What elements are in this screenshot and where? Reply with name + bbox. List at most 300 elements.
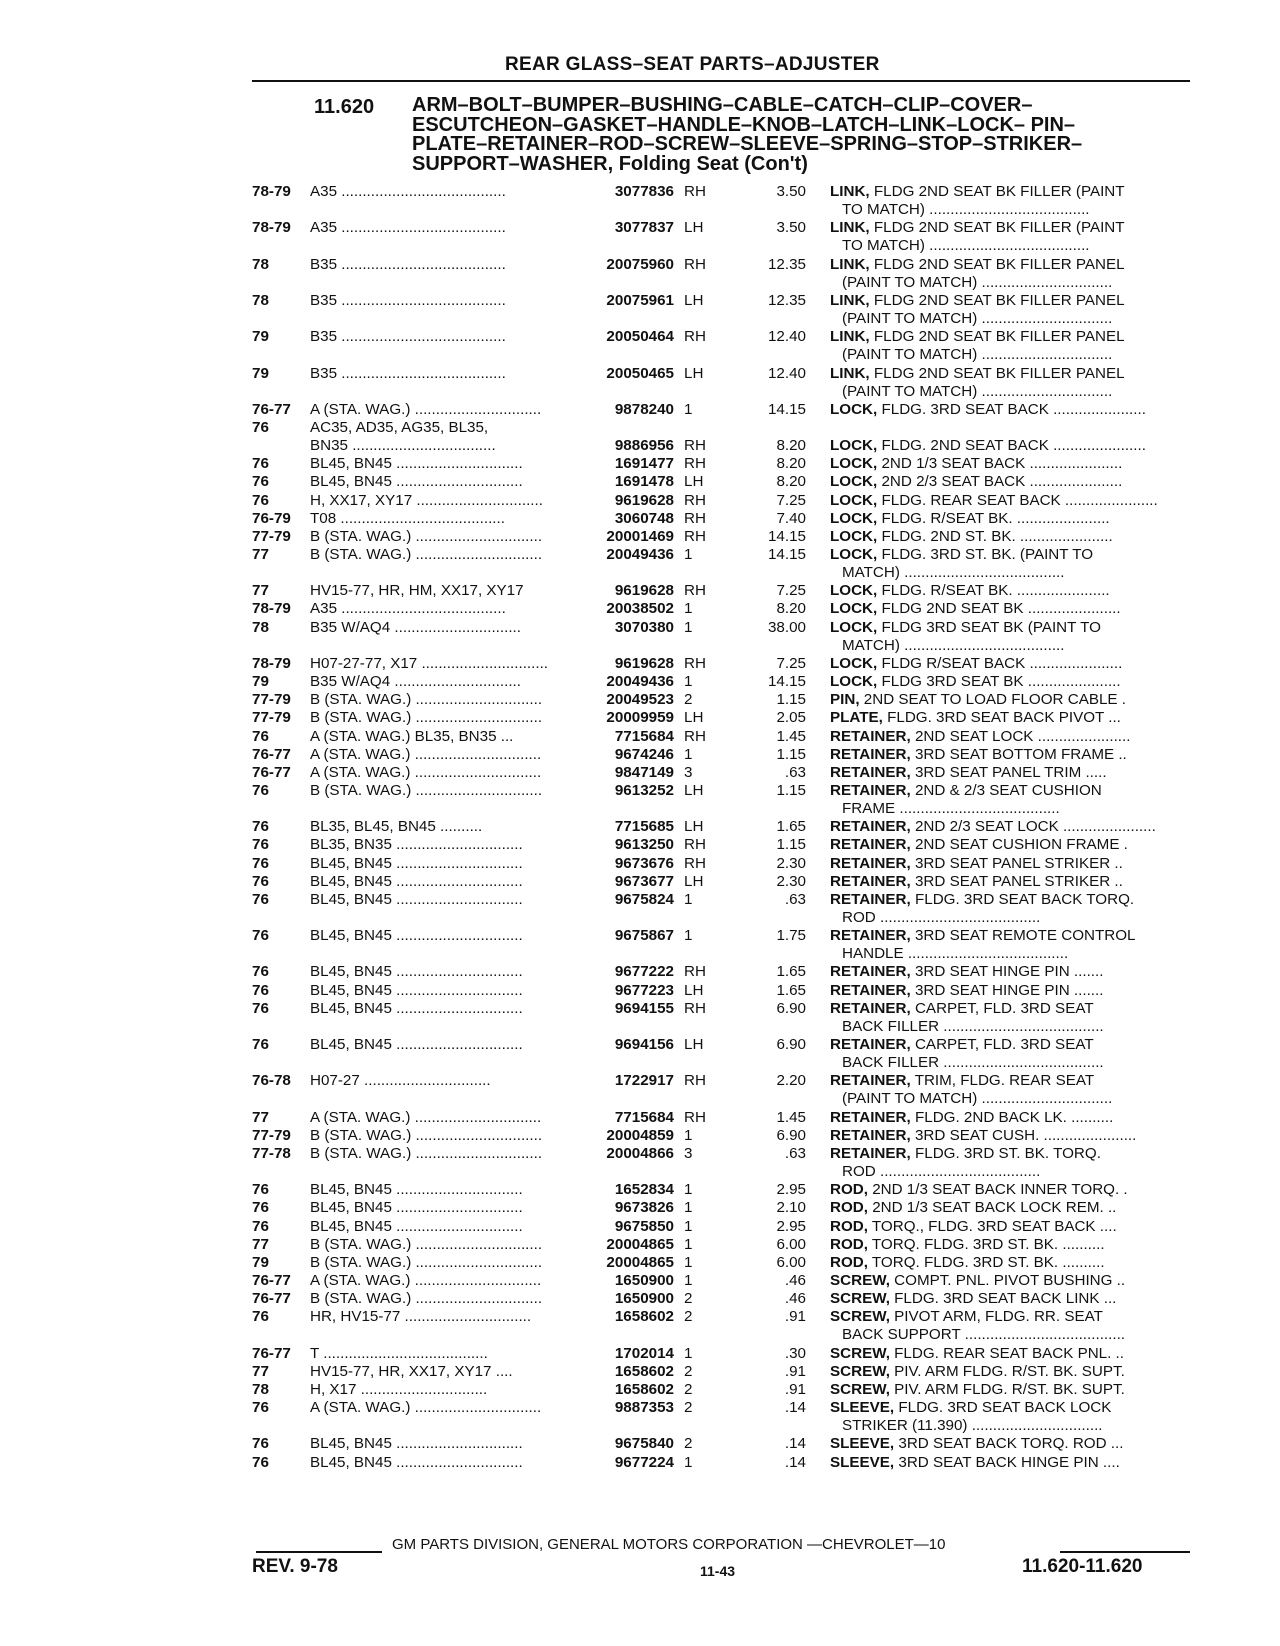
model-cell: BL45, BN45 .............................. [310, 1453, 523, 1471]
quantity-cell: RH [684, 437, 706, 455]
part-name: SLEEVE, [830, 1435, 895, 1453]
model-cell: B35 ....................................... [310, 291, 506, 309]
part-number-cell: 20050464 [606, 328, 674, 346]
year-cell: 76 [252, 927, 269, 945]
part-number-cell: 20038502 [606, 600, 674, 618]
description-cell [830, 256, 1192, 274]
model-cell: BL45, BN45 .............................. [310, 927, 523, 945]
quantity-cell: LH [684, 872, 704, 890]
year-cell: 76 [252, 890, 269, 908]
description-cell [830, 1254, 1192, 1272]
part-number-cell: 1691478 [614, 473, 674, 491]
model-cell: BL45, BN45 .............................. [310, 455, 523, 473]
description-cell [830, 1308, 1192, 1326]
year-cell: 79 [252, 364, 269, 382]
part-number-cell: 1650900 [614, 1290, 674, 1308]
quantity-cell: 1 [684, 1199, 693, 1217]
description-text: 3RD SEAT PANEL TRIM ..... [914, 763, 1107, 781]
year-cell: 76 [252, 963, 269, 981]
description-text: PIV. ARM FLDG. R/ST. BK. SUPT. [894, 1380, 1125, 1398]
part-number-cell: 1658602 [614, 1380, 674, 1398]
year-cell: 76 [252, 491, 269, 509]
description-continuation: (PAINT TO MATCH) ............................... [842, 273, 1113, 291]
quantity-cell: LH [684, 781, 704, 799]
part-name: LOCK, [830, 491, 878, 509]
description-cell [830, 728, 1192, 746]
model-cell: BL45, BN45 .............................. [310, 963, 523, 981]
description-text: 2ND 1/3 SEAT BACK LOCK REM. .. [872, 1199, 1117, 1217]
part-name: LINK, [830, 364, 870, 382]
description-cell [830, 1109, 1192, 1127]
part-name: PLATE, [830, 709, 883, 727]
description-text: FLDG. REAR SEAT BACK PNL. .. [894, 1344, 1124, 1362]
quantity-cell: 2 [684, 691, 693, 709]
quantity-cell: RH [684, 509, 706, 527]
description-text: 3RD SEAT PANEL STRIKER .. [914, 872, 1123, 890]
part-number-cell: 20004866 [606, 1144, 674, 1162]
price-cell: 7.25 [776, 582, 806, 600]
description-text: 2ND 2/3 SEAT LOCK ...................... [914, 818, 1156, 836]
year-cell: 76-79 [252, 509, 291, 527]
part-name: ROD, [830, 1199, 868, 1217]
model-cell: H, X17 .............................. [310, 1380, 488, 1398]
year-cell: 76-77 [252, 1344, 291, 1362]
year-cell: 76 [252, 981, 269, 999]
description-text: 3RD SEAT CUSH. ...................... [914, 1126, 1137, 1144]
year-cell: 78 [252, 255, 269, 273]
price-cell: 6.00 [776, 1253, 806, 1271]
description-cell [830, 455, 1192, 473]
year-cell: 77-79 [252, 1126, 291, 1144]
model-cell: B (STA. WAG.) .............................. [310, 691, 543, 709]
model-cell: B35 W/AQ4 .............................. [310, 618, 521, 636]
price-cell: 7.25 [776, 654, 806, 672]
part-number-cell: 20009959 [606, 709, 674, 727]
price-cell: 6.90 [776, 1126, 806, 1144]
price-cell: 6.00 [776, 1235, 806, 1253]
model-cell: A (STA. WAG.) BL35, BN35 ... [310, 727, 514, 745]
model-cell: T08 ....................................... [310, 509, 505, 527]
model-cell: B (STA. WAG.) .............................. [310, 527, 543, 545]
price-cell: 1.15 [776, 691, 806, 709]
year-cell: 76-77 [252, 745, 291, 763]
model-cell: T ....................................... [310, 1344, 488, 1362]
description-cell [830, 328, 1192, 346]
part-number-cell: 9613250 [614, 836, 674, 854]
model-cell: B (STA. WAG.) .............................. [310, 781, 543, 799]
year-cell: 77 [252, 1108, 269, 1126]
description-cell [830, 1363, 1192, 1381]
description-cell [830, 873, 1192, 891]
price-cell: 2.95 [776, 1217, 806, 1235]
quantity-cell: RH [684, 999, 706, 1017]
part-name: PIN, [830, 691, 860, 709]
part-name: LINK, [830, 219, 870, 237]
description-cell [830, 1435, 1192, 1453]
part-name: RETAINER, [830, 781, 911, 799]
description-continuation: (PAINT TO MATCH) ............................... [842, 309, 1113, 327]
price-cell: 2.05 [776, 709, 806, 727]
page-header-title: REAR GLASS–SEAT PARTS–ADJUSTER [505, 54, 880, 75]
part-name: RETAINER, [830, 818, 911, 836]
part-number-cell: 9847149 [614, 763, 674, 781]
price-cell: .30 [784, 1344, 806, 1362]
description-cell [830, 782, 1192, 800]
description-cell [830, 855, 1192, 873]
quantity-cell: 1 [684, 546, 693, 563]
price-cell: 2.20 [776, 1072, 806, 1090]
part-name: RETAINER, [830, 1144, 911, 1162]
part-name: ROD, [830, 1217, 868, 1235]
description-text: FLDG. 3RD SEAT BACK PIVOT ... [887, 709, 1121, 727]
model-cell: BL45, BN45 .............................. [310, 1435, 523, 1453]
year-cell: 76 [252, 1181, 269, 1199]
part-number-cell: 9675840 [614, 1435, 674, 1453]
part-name: SCREW, [830, 1272, 890, 1289]
part-name: SLEEVE, [830, 1399, 895, 1417]
model-cell: B (STA. WAG.) .............................. [310, 1290, 543, 1308]
description-cell [830, 1199, 1192, 1217]
model-cell: A35 ....................................... [310, 219, 506, 237]
year-cell: 77-79 [252, 709, 291, 727]
price-cell: .91 [784, 1380, 806, 1398]
model-cell: BL45, BN45 .............................. [310, 1199, 523, 1217]
description-cell [830, 1272, 1192, 1290]
part-name: LOCK, [830, 473, 878, 491]
part-name: LOCK, [830, 509, 878, 527]
price-cell: 14.15 [767, 546, 806, 563]
model-cell: B35 ....................................... [310, 328, 506, 346]
description-continuation: (PAINT TO MATCH) ............................... [842, 1090, 1113, 1108]
part-name: RETAINER, [830, 1108, 911, 1126]
quantity-cell: RH [684, 183, 706, 200]
quantity-cell: 2 [684, 1399, 693, 1417]
part-number-cell: 20004859 [606, 1126, 674, 1144]
year-cell: 78 [252, 618, 269, 636]
description-text: PIV. ARM FLDG. R/ST. BK. SUPT. [894, 1362, 1125, 1380]
part-name: RETAINER, [830, 763, 911, 781]
quantity-cell: 2 [684, 1380, 693, 1398]
description-cell [830, 365, 1192, 383]
part-number-cell: 9619628 [614, 491, 674, 509]
quantity-cell: RH [684, 1108, 706, 1126]
price-cell: 2.30 [776, 872, 806, 890]
quantity-cell: 1 [684, 890, 693, 908]
description-cell [830, 836, 1192, 854]
description-continuation: STRIKER (11.390) ............................... [842, 1417, 1103, 1435]
part-name: RETAINER, [830, 981, 911, 999]
price-cell: .91 [784, 1362, 806, 1380]
description-continuation: (PAINT TO MATCH) ............................... [842, 382, 1113, 400]
part-number-cell: 9673826 [614, 1199, 674, 1217]
year-cell: 78 [252, 1380, 269, 1398]
quantity-cell: LH [684, 219, 704, 237]
model-cell: A (STA. WAG.) .............................. [310, 1108, 542, 1126]
part-name: LOCK, [830, 527, 878, 545]
part-number-cell: 3077837 [614, 219, 674, 237]
year-cell: 76-77 [252, 1272, 291, 1289]
year-cell: 76 [252, 727, 269, 745]
price-cell: 12.35 [767, 255, 806, 273]
description-cell [830, 219, 1192, 237]
part-number-cell: 9675850 [614, 1217, 674, 1235]
part-name: SCREW, [830, 1344, 890, 1362]
description-text: FLDG. 3RD SEAT BACK LINK ... [894, 1290, 1117, 1308]
part-number-cell: 3060748 [614, 509, 674, 527]
price-cell: 7.25 [776, 491, 806, 509]
model-cell: HV15-77, HR, XX17, XY17 .... [310, 1362, 513, 1380]
price-cell: .63 [784, 763, 806, 781]
description-cell [830, 655, 1192, 673]
model-cell: A (STA. WAG.) .............................. [310, 1399, 542, 1417]
year-cell: 77-78 [252, 1144, 291, 1162]
description-cell [830, 473, 1192, 491]
model-cell: B (STA. WAG.) .............................. [310, 546, 543, 563]
model-cell: BL45, BN45 .............................. [310, 890, 523, 908]
description-cell [830, 437, 1192, 455]
quantity-cell: 2 [684, 1290, 693, 1308]
description-text: 2ND SEAT LOCK ...................... [914, 727, 1131, 745]
quantity-cell: LH [684, 709, 704, 727]
part-number-cell: 20075960 [606, 255, 674, 273]
year-cell: 76 [252, 781, 269, 799]
part-name: ROD, [830, 1235, 868, 1253]
price-cell: 1.45 [776, 727, 806, 745]
description-continuation: HANDLE ...................................... [842, 945, 1069, 963]
year-cell: 76 [252, 999, 269, 1017]
price-cell: .63 [784, 890, 806, 908]
page-number: 11-43 [700, 1563, 736, 1579]
part-name: LOCK, [830, 618, 878, 636]
model-cell: AC35, AD35, AG35, BL35, [310, 418, 489, 436]
quantity-cell: 1 [684, 618, 693, 636]
year-cell: 77-79 [252, 691, 291, 709]
quantity-cell: RH [684, 255, 706, 273]
part-number-cell: 3070380 [614, 618, 674, 636]
price-cell: 1.65 [776, 963, 806, 981]
quantity-cell: RH [684, 328, 706, 346]
part-name: RETAINER, [830, 999, 911, 1017]
part-number-cell: 20075961 [606, 291, 674, 309]
model-cell: A (STA. WAG.) .............................. [310, 745, 542, 763]
description-text: FLDG 3RD SEAT BK ...................... [881, 673, 1121, 691]
year-cell: 76 [252, 1308, 269, 1326]
description-cell [830, 1145, 1192, 1163]
part-name: ROD, [830, 1253, 868, 1271]
price-cell: .63 [784, 1144, 806, 1162]
part-number-cell: 20050465 [606, 364, 674, 382]
model-cell: H07-27 .............................. [310, 1072, 491, 1090]
part-name: LOCK, [830, 400, 878, 418]
quantity-cell: RH [684, 854, 706, 872]
part-number-cell: 9694155 [614, 999, 674, 1017]
part-number-cell: 9677223 [614, 981, 674, 999]
description-text: FLDG 3RD SEAT BK (PAINT TO [881, 618, 1101, 636]
description-text: FLDG. REAR SEAT BACK ...................... [881, 491, 1158, 509]
description-cell [830, 1381, 1192, 1399]
description-text: FLDG. 3RD ST. BK. (PAINT TO [881, 546, 1094, 563]
part-name: RETAINER, [830, 927, 911, 945]
year-cell: 76 [252, 836, 269, 854]
description-cell [830, 818, 1192, 836]
quantity-cell: 1 [684, 400, 693, 418]
quantity-cell: RH [684, 727, 706, 745]
quantity-cell: 2 [684, 1308, 693, 1326]
description-cell [830, 1127, 1192, 1145]
part-number-cell: 9878240 [614, 400, 674, 418]
model-cell: B (STA. WAG.) .............................. [310, 1126, 543, 1144]
year-cell: 76 [252, 1453, 269, 1471]
description-cell [830, 963, 1192, 981]
part-name: RETAINER, [830, 1072, 911, 1090]
description-text: FLDG 2ND SEAT BK FILLER PANEL [873, 364, 1125, 382]
price-cell: 1.15 [776, 745, 806, 763]
part-number-cell: 1658602 [614, 1362, 674, 1380]
part-name: RETAINER, [830, 745, 911, 763]
part-number-cell: 9673676 [614, 854, 674, 872]
description-continuation: ROD ...................................... [842, 1162, 1041, 1180]
part-number-cell: 9886956 [614, 437, 674, 455]
description-cell [830, 1236, 1192, 1254]
description-cell [830, 764, 1192, 782]
description-cell [830, 510, 1192, 528]
description-text: 2ND SEAT TO LOAD FLOOR CABLE . [863, 691, 1126, 709]
year-cell: 76 [252, 854, 269, 872]
quantity-cell: 1 [684, 1235, 693, 1253]
part-number-cell: 1652834 [614, 1181, 674, 1199]
part-number-cell: 1702014 [614, 1344, 674, 1362]
part-number-cell: 9613252 [614, 781, 674, 799]
part-name: RETAINER, [830, 890, 911, 908]
part-name: LOCK, [830, 546, 878, 563]
description-cell [830, 292, 1192, 310]
part-name: LOCK, [830, 455, 878, 473]
model-cell: BL45, BN45 .............................. [310, 981, 523, 999]
quantity-cell: 1 [684, 1344, 693, 1362]
model-cell: A35 ....................................... [310, 600, 506, 618]
quantity-cell: RH [684, 654, 706, 672]
part-number-cell: 20049436 [606, 546, 674, 563]
part-number-cell: 3077836 [614, 183, 674, 200]
year-cell: 78 [252, 291, 269, 309]
description-text: CARPET, FLD. 3RD SEAT [914, 1036, 1094, 1054]
description-cell [830, 691, 1192, 709]
description-text: PIVOT ARM, FLDG. RR. SEAT [894, 1308, 1103, 1326]
part-number-cell: 9619628 [614, 582, 674, 600]
description-continuation: TO MATCH) ...................................... [842, 201, 1090, 218]
part-name: RETAINER, [830, 836, 911, 854]
quantity-cell: RH [684, 1072, 706, 1090]
description-text: FLDG. 2ND SEAT BACK ...................... [881, 437, 1146, 455]
price-cell: 12.40 [767, 364, 806, 382]
description-cell [830, 982, 1192, 1000]
part-number-cell: 1650900 [614, 1272, 674, 1289]
section-title-line: SUPPORT–WASHER, Folding Seat (Con't) [412, 152, 808, 175]
description-text: FLDG. 3RD SEAT BACK ...................... [881, 400, 1146, 418]
year-cell: 77 [252, 1235, 269, 1253]
description-text: FLDG 2ND SEAT BK ...................... [881, 600, 1121, 618]
description-text: FLDG 2ND SEAT BK FILLER PANEL [873, 328, 1125, 346]
quantity-cell: LH [684, 818, 704, 836]
description-cell [830, 927, 1192, 945]
model-cell: B (STA. WAG.) .............................. [310, 709, 543, 727]
model-cell: HV15-77, HR, HM, XX17, XY17 [310, 582, 524, 600]
year-cell: 76 [252, 872, 269, 890]
part-number-cell: 20004865 [606, 1253, 674, 1271]
quantity-cell: RH [684, 582, 706, 600]
year-cell: 78-79 [252, 600, 291, 618]
year-cell: 77 [252, 582, 269, 600]
year-cell: 76-78 [252, 1072, 291, 1090]
part-name: RETAINER, [830, 1126, 911, 1144]
description-cell [830, 582, 1192, 600]
year-cell: 78-79 [252, 654, 291, 672]
part-name: LINK, [830, 255, 870, 273]
description-text: 2ND SEAT CUSHION FRAME . [914, 836, 1128, 854]
year-cell: 78-79 [252, 183, 291, 200]
price-cell: 7.40 [776, 509, 806, 527]
part-number-cell: 9887353 [614, 1399, 674, 1417]
year-cell: 78-79 [252, 219, 291, 237]
price-cell: 14.15 [767, 527, 806, 545]
quantity-cell: RH [684, 836, 706, 854]
description-text: 2ND & 2/3 SEAT CUSHION [914, 781, 1102, 799]
price-cell: .14 [784, 1435, 806, 1453]
price-cell: .14 [784, 1453, 806, 1471]
part-name: LINK, [830, 291, 870, 309]
model-cell: B35 ....................................... [310, 255, 506, 273]
part-name: LINK, [830, 328, 870, 346]
description-continuation: BACK FILLER ...................................... [842, 1054, 1104, 1072]
price-cell: .14 [784, 1399, 806, 1417]
description-text: FLDG. 2ND BACK LK. .......... [914, 1108, 1114, 1126]
quantity-cell: 3 [684, 763, 693, 781]
part-number-cell: 20004865 [606, 1235, 674, 1253]
description-continuation: MATCH) ...................................... [842, 564, 1065, 581]
price-cell: 1.45 [776, 1108, 806, 1126]
description-text: 3RD SEAT BACK HINGE PIN .... [898, 1453, 1120, 1471]
quantity-cell: 1 [684, 1272, 693, 1289]
model-cell: BL35, BL45, BN45 .......... [310, 818, 483, 836]
part-number-cell: 9675824 [614, 890, 674, 908]
description-text: FLDG 2ND SEAT BK FILLER (PAINT [873, 219, 1125, 237]
description-text: FLDG 2ND SEAT BK FILLER (PAINT [873, 183, 1125, 200]
part-name: LOCK, [830, 437, 878, 455]
description-cell [830, 1000, 1192, 1018]
description-continuation: BACK SUPPORT ...................................... [842, 1326, 1126, 1344]
model-cell: HR, HV15-77 .............................. [310, 1308, 532, 1326]
description-text: TRIM, FLDG. REAR SEAT [914, 1072, 1095, 1090]
price-cell: 8.20 [776, 473, 806, 491]
description-cell [830, 1036, 1192, 1054]
model-cell: A (STA. WAG.) .............................. [310, 400, 542, 418]
description-text: 3RD SEAT REMOTE CONTROL [914, 927, 1136, 945]
year-cell: 76 [252, 818, 269, 836]
description-text: 2ND 2/3 SEAT BACK ...................... [881, 473, 1123, 491]
price-cell: 14.15 [767, 673, 806, 691]
model-cell: BL45, BN45 .............................. [310, 999, 523, 1017]
part-name: LOCK, [830, 600, 878, 618]
part-number-cell: 9675867 [614, 927, 674, 945]
section-title-line: ARM–BOLT–BUMPER–BUSHING–CABLE–CATCH–CLIP–COVER– [412, 94, 1033, 116]
year-cell: 76 [252, 455, 269, 473]
quantity-cell: 1 [684, 1253, 693, 1271]
description-text: FLDG. R/SEAT BK. ...................... [881, 582, 1110, 600]
description-text: FLDG 2ND SEAT BK FILLER PANEL [873, 291, 1125, 309]
description-text: FLDG. 2ND ST. BK. ...................... [881, 527, 1113, 545]
part-name: LOCK, [830, 582, 878, 600]
model-cell: H, XX17, XY17 .............................. [310, 491, 543, 509]
